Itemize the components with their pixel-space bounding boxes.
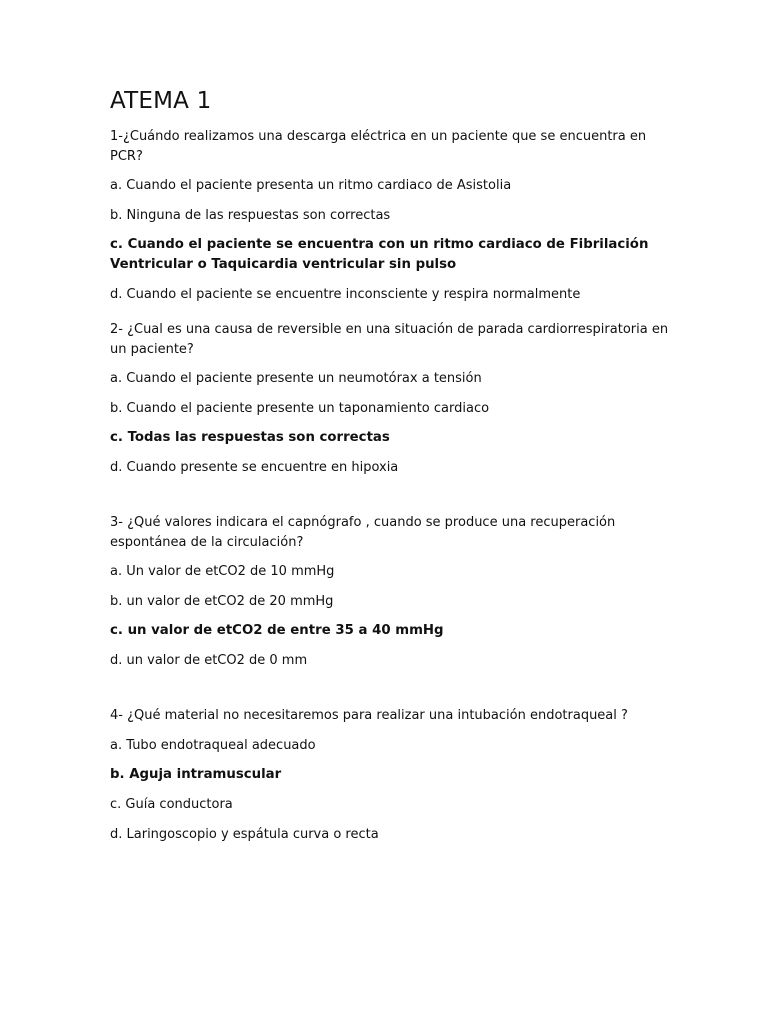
- question-2: [110, 320, 670, 488]
- answer-option-a: a. Un valor de etCO2 de 10 mmHg: [110, 564, 335, 579]
- answer-option-c-correct: c. Cuando el paciente se encuentra con un ritmo cardiaco de Fibrilación Ventricular o Taquicardia ventricular sin pulso: [110, 237, 649, 272]
- answer-option-b: b. Cuando el paciente presente un taponamiento cardiaco: [110, 400, 490, 416]
- answer-option-c-correct: c. un valor de etCO2 de entre 35 a 40 mmHg: [110, 623, 444, 638]
- answer-option-a: a. Tubo endotraqueal adecuado: [110, 737, 316, 753]
- answer-option-a: a. Cuando el paciente presenta un ritmo cardiaco de Asistolia: [110, 178, 512, 193]
- question-text: 2- ¿Cual es una causa de reversible en una situación de parada cardiorrespiratoria en un paciente?: [110, 322, 669, 357]
- answer-option-d: d. Cuando presente se encuentre en hipoxia: [110, 460, 399, 475]
- question-4: [110, 706, 670, 854]
- answer-option-a: a. Cuando el paciente presente un neumotórax a tensión: [110, 371, 482, 386]
- document-title: ATEMA 1: [110, 88, 212, 114]
- answer-option-b-correct: b. Aguja intramuscular: [110, 767, 282, 782]
- answer-option-d: d. Cuando el paciente se encuentre inconsciente y respira normalmente: [110, 287, 581, 302]
- question-text: 1-¿Cuándo realizamos una descarga eléctrica en un paciente que se encuentra en PCR?: [110, 129, 647, 164]
- question-3: [110, 513, 670, 681]
- question-text: 3- ¿Qué valores indicara el capnógrafo , cuando se produce una recuperación espontánea de la circulación?: [110, 515, 616, 550]
- question-text: 4- ¿Qué material no necesitaremos para realizar una intubación endotraqueal ?: [110, 708, 628, 723]
- question-1: [110, 127, 670, 315]
- answer-option-d: d. Laringoscopio y espátula curva o recta: [110, 826, 379, 842]
- answer-option-b: b. Ninguna de las respuestas son correctas: [110, 207, 391, 223]
- answer-option-c: c. Guía conductora: [110, 797, 233, 812]
- answer-option-d: d. un valor de etCO2 de 0 mm: [110, 653, 308, 668]
- answer-option-c-correct: c. Todas las respuestas son correctas: [110, 430, 390, 445]
- answer-option-b: b. un valor de etCO2 de 20 mmHg: [110, 593, 334, 609]
